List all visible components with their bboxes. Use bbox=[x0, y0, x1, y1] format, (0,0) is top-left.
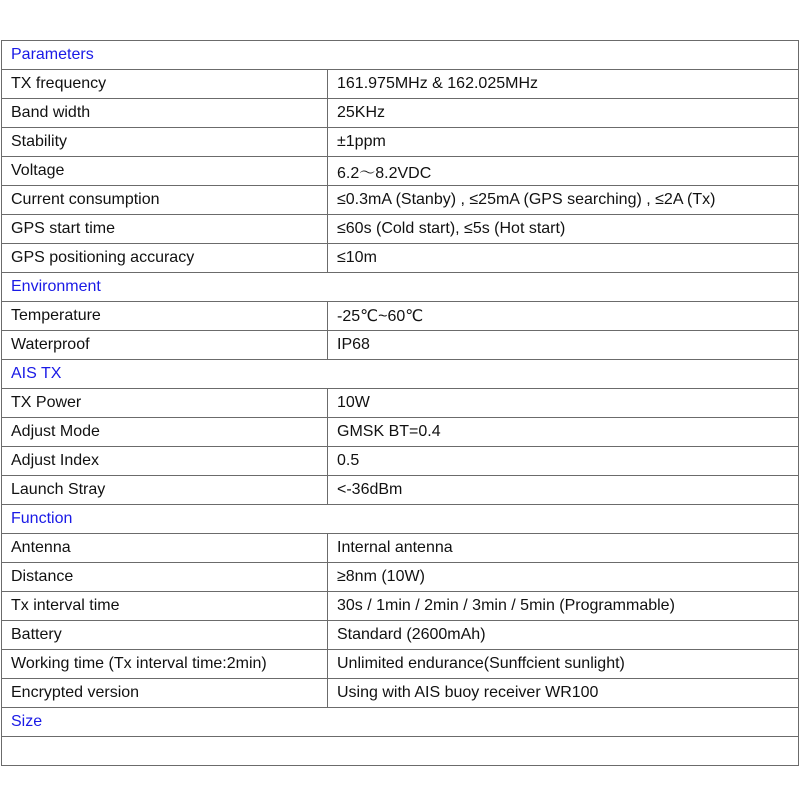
table-row bbox=[2, 476, 799, 505]
row-value: ≤60s (Cold start), ≤5s (Hot start) bbox=[328, 215, 799, 244]
row-value: Using with AIS buoy receiver WR100 bbox=[328, 679, 799, 708]
row-label: Adjust Mode bbox=[2, 418, 328, 447]
table-row bbox=[2, 621, 799, 650]
row-label: Current consumption bbox=[2, 186, 328, 215]
table-row bbox=[2, 70, 799, 99]
section-header-environment bbox=[2, 273, 799, 302]
table-row bbox=[2, 418, 799, 447]
table-row bbox=[2, 99, 799, 128]
table-row bbox=[2, 186, 799, 215]
table-row bbox=[2, 592, 799, 621]
table-row bbox=[2, 534, 799, 563]
table-row bbox=[2, 447, 799, 476]
row-value: Standard (2600mAh) bbox=[328, 621, 799, 650]
section-title: Function bbox=[2, 505, 799, 534]
row-value: Internal antenna bbox=[328, 534, 799, 563]
table-row bbox=[2, 389, 799, 418]
row-value: 0.5 bbox=[328, 447, 799, 476]
row-label: Working time (Tx interval time:2min) bbox=[2, 650, 328, 679]
row-label: GPS positioning accuracy bbox=[2, 244, 328, 273]
row-label: Antenna bbox=[2, 534, 328, 563]
section-title: AIS TX bbox=[2, 360, 799, 389]
table-row-empty bbox=[2, 737, 799, 766]
row-value: ≥8nm (10W) bbox=[328, 563, 799, 592]
row-value: 6.2～8.2VDC bbox=[328, 157, 799, 186]
row-label: Temperature bbox=[2, 302, 328, 331]
section-header-ais-tx bbox=[2, 360, 799, 389]
row-label: Encrypted version bbox=[2, 679, 328, 708]
row-value: ≤10m bbox=[328, 244, 799, 273]
row-value: GMSK BT=0.4 bbox=[328, 418, 799, 447]
row-value: 10W bbox=[328, 389, 799, 418]
section-header-function bbox=[2, 505, 799, 534]
row-value: <-36dBm bbox=[328, 476, 799, 505]
section-header-parameters bbox=[2, 41, 799, 70]
row-label: Voltage bbox=[2, 157, 328, 186]
row-label: TX Power bbox=[2, 389, 328, 418]
row-value: ±1ppm bbox=[328, 128, 799, 157]
section-header-size bbox=[2, 708, 799, 737]
row-value: -25℃~60℃ bbox=[328, 302, 799, 331]
row-label: Adjust Index bbox=[2, 447, 328, 476]
row-value: IP68 bbox=[328, 331, 799, 360]
table-row bbox=[2, 650, 799, 679]
table-row bbox=[2, 244, 799, 273]
row-value: 30s / 1min / 2min / 3min / 5min (Programmable) bbox=[328, 592, 799, 621]
table-row bbox=[2, 157, 799, 186]
table-row bbox=[2, 563, 799, 592]
row-label: Battery bbox=[2, 621, 328, 650]
row-value: Unlimited endurance(Sunffcient sunlight) bbox=[328, 650, 799, 679]
row-label: Stability bbox=[2, 128, 328, 157]
row-value: ≤0.3mA (Stanby) , ≤25mA (GPS searching) , ≤2A (Tx) bbox=[328, 186, 799, 215]
row-label: GPS start time bbox=[2, 215, 328, 244]
row-label: Distance bbox=[2, 563, 328, 592]
row-label: Band width bbox=[2, 99, 328, 128]
table-row bbox=[2, 331, 799, 360]
row-value: 25KHz bbox=[328, 99, 799, 128]
size-empty-cell bbox=[2, 737, 799, 766]
table-row bbox=[2, 215, 799, 244]
table-row bbox=[2, 679, 799, 708]
row-label: Waterproof bbox=[2, 331, 328, 360]
section-title: Environment bbox=[2, 273, 799, 302]
table-row bbox=[2, 302, 799, 331]
row-label: Tx interval time bbox=[2, 592, 328, 621]
row-label: Launch Stray bbox=[2, 476, 328, 505]
section-title: Size bbox=[2, 708, 799, 737]
spec-table bbox=[1, 40, 799, 766]
section-title: Parameters bbox=[2, 41, 799, 70]
row-value: 161.975MHz & 162.025MHz bbox=[328, 70, 799, 99]
row-label: TX frequency bbox=[2, 70, 328, 99]
table-row bbox=[2, 128, 799, 157]
